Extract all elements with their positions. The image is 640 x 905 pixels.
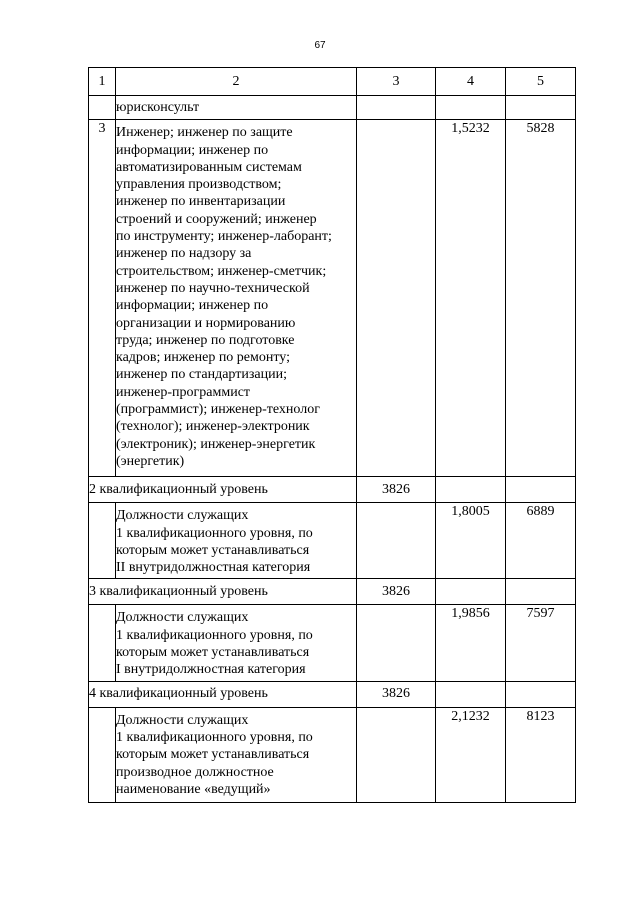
- salary-table: [88, 67, 576, 803]
- page-number: 67: [314, 40, 326, 51]
- row-number: [89, 503, 116, 579]
- base-salary-cell: 3826: [357, 579, 436, 605]
- position-text: Инженер; инженер по защите информации; инженер по автоматизированным системам управления производством; инженер по инвентаризации строений и сооружений; инженер по инструменту; инженер-лаборант; инженер по надзору за строительством; инженер-сметчик; инженер по научно-технической информации; инженер по организации и нормированию труда; инженер по подготовке кадров; инженер по ремонту; инженер по стандартизации; инженер-программист (программист); инженер-технолог (технолог); инженер-электроник (электроник); инженер-энергетик (энергетик): [116, 120, 357, 477]
- qualification-level-row: [89, 477, 576, 503]
- qualification-level-label: 2 квалификационный уровень: [89, 477, 357, 503]
- table-row: [89, 707, 576, 802]
- empty-cell: [436, 579, 506, 605]
- empty-cell: [506, 477, 576, 503]
- salary-cell: [506, 96, 576, 120]
- header-col-1: 1: [89, 68, 116, 96]
- empty-cell: [436, 681, 506, 707]
- table-row: [89, 96, 576, 120]
- header-row: [89, 68, 576, 96]
- coefficient-cell: 1,5232: [436, 120, 506, 477]
- base-salary-cell: [357, 120, 436, 477]
- empty-cell: [436, 477, 506, 503]
- empty-cell: [506, 681, 576, 707]
- position-text: Должности служащих 1 квалификационного уровня, по которым может устанавливаться I внутридолжностная категория: [116, 605, 357, 681]
- table-row: [89, 120, 576, 477]
- base-salary-cell: 3826: [357, 477, 436, 503]
- row-number: [89, 707, 116, 802]
- header-col-5: 5: [506, 68, 576, 96]
- coefficient-cell: 2,1232: [436, 707, 506, 802]
- qualification-level-row: [89, 579, 576, 605]
- base-salary-cell: [357, 503, 436, 579]
- qualification-level-row: [89, 681, 576, 707]
- coefficient-cell: 1,9856: [436, 605, 506, 681]
- base-salary-cell: [357, 707, 436, 802]
- coefficient-cell: [436, 96, 506, 120]
- table-row: [89, 605, 576, 681]
- position-text: юрисконсульт: [116, 96, 357, 120]
- position-text: Должности служащих 1 квалификационного уровня, по которым может устанавливаться производное должностное наименование «ведущий»: [116, 707, 357, 802]
- row-number: [89, 96, 116, 120]
- header-col-2: 2: [116, 68, 357, 96]
- qualification-level-label: 4 квалификационный уровень: [89, 681, 357, 707]
- salary-cell: 7597: [506, 605, 576, 681]
- position-text: Должности служащих 1 квалификационного уровня, по которым может устанавливаться II внутридолжностная категория: [116, 503, 357, 579]
- base-salary-cell: 3826: [357, 681, 436, 707]
- row-number: 3: [89, 120, 116, 477]
- coefficient-cell: 1,8005: [436, 503, 506, 579]
- base-salary-cell: [357, 96, 436, 120]
- salary-cell: 5828: [506, 120, 576, 477]
- row-number: [89, 605, 116, 681]
- base-salary-cell: [357, 605, 436, 681]
- salary-cell: 6889: [506, 503, 576, 579]
- salary-cell: 8123: [506, 707, 576, 802]
- table-row: [89, 503, 576, 579]
- header-col-4: 4: [436, 68, 506, 96]
- header-col-3: 3: [357, 68, 436, 96]
- empty-cell: [506, 579, 576, 605]
- qualification-level-label: 3 квалификационный уровень: [89, 579, 357, 605]
